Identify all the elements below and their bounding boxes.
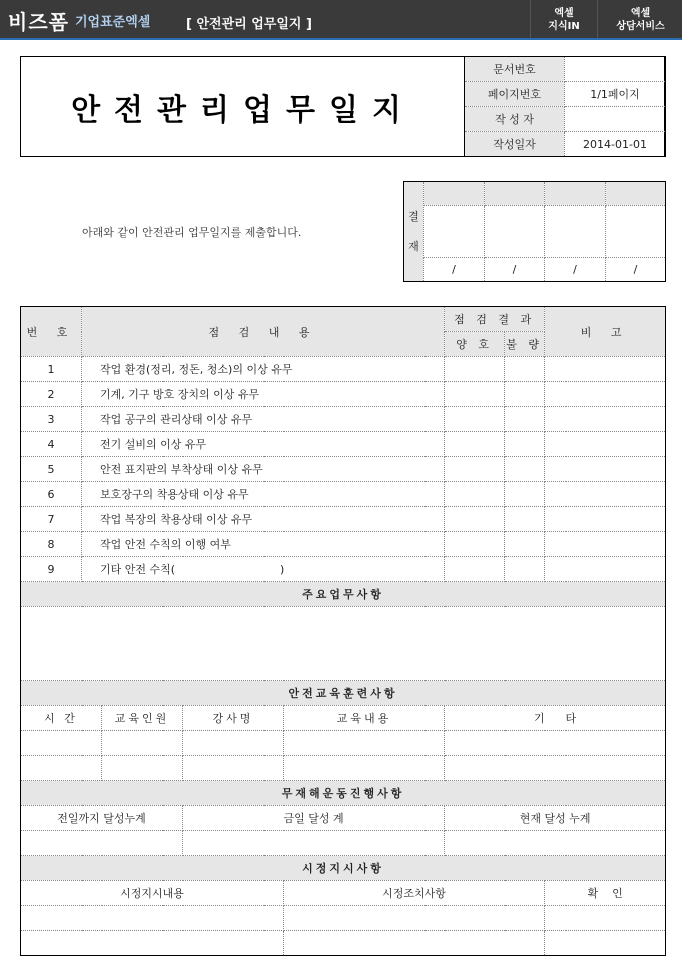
table-row xyxy=(21,457,666,482)
za-header-prev: 전일까지 달성누계 xyxy=(21,806,183,831)
instr-content-cell[interactable] xyxy=(21,906,284,931)
approval-date-2[interactable]: / xyxy=(485,258,545,282)
remark-cell[interactable] xyxy=(545,457,666,482)
row-content: 전기 설비의 이상 유무 xyxy=(82,432,445,457)
good-cell[interactable] xyxy=(445,457,505,482)
edu-header-time: 시 간 xyxy=(21,706,102,731)
col-header-result: 점 검 결 과 xyxy=(445,307,545,332)
instr-content-cell[interactable] xyxy=(21,931,284,956)
edu-header-content: 교육내용 xyxy=(284,706,445,731)
excel-knowledge-in-button[interactable] xyxy=(530,0,597,40)
table-row xyxy=(21,831,666,856)
approver-title-4[interactable] xyxy=(606,182,666,206)
bad-cell[interactable] xyxy=(505,407,545,432)
remark-cell[interactable] xyxy=(545,482,666,507)
bad-cell[interactable] xyxy=(505,507,545,532)
edu-cell[interactable] xyxy=(21,731,102,756)
row-content: 작업 환경(정리, 정돈, 청소)의 이상 유무 xyxy=(82,357,445,382)
remark-cell[interactable] xyxy=(545,532,666,557)
author-value[interactable] xyxy=(565,107,666,132)
row-content: 기타 안전 수칙( ) xyxy=(82,557,445,582)
za-today-value[interactable] xyxy=(183,831,445,856)
approval-date-3[interactable]: / xyxy=(545,258,606,282)
topbar-divider xyxy=(0,38,682,40)
remark-cell[interactable] xyxy=(545,432,666,457)
approval-date-1[interactable]: / xyxy=(424,258,485,282)
logo-text: 비즈폼 xyxy=(8,10,69,34)
good-cell[interactable] xyxy=(445,557,505,582)
table-row xyxy=(21,756,666,781)
bad-cell[interactable] xyxy=(505,557,545,582)
row-no: 1 xyxy=(21,357,82,382)
btn-line-2: 상담서비스 xyxy=(616,21,665,32)
approval-date-4[interactable]: / xyxy=(606,258,666,282)
excel-consulting-button[interactable] xyxy=(597,0,682,40)
good-cell[interactable] xyxy=(445,382,505,407)
row-content: 기계, 기구 방호 장치의 이상 유무 xyxy=(82,382,445,407)
bad-cell[interactable] xyxy=(505,482,545,507)
row-content: 작업 복장의 착용상태 이상 유무 xyxy=(82,507,445,532)
remark-cell[interactable] xyxy=(545,507,666,532)
table-row xyxy=(21,507,666,532)
good-cell[interactable] xyxy=(445,507,505,532)
instructions-section-title: 시정지시사항 xyxy=(21,856,666,881)
col-header-remark: 비 고 xyxy=(545,307,666,357)
col-header-good: 양 호 xyxy=(445,332,505,357)
edu-cell[interactable] xyxy=(183,731,284,756)
remark-cell[interactable] xyxy=(545,357,666,382)
row-no: 4 xyxy=(21,432,82,457)
bad-cell[interactable] xyxy=(505,432,545,457)
page-no-value[interactable]: 1/1페이지 xyxy=(565,82,666,107)
row-no: 2 xyxy=(21,382,82,407)
edu-cell[interactable] xyxy=(102,756,183,781)
good-cell[interactable] xyxy=(445,432,505,457)
row-no: 8 xyxy=(21,532,82,557)
top-bar xyxy=(0,0,682,40)
table-row xyxy=(21,357,666,382)
signature-cell-3[interactable] xyxy=(545,206,606,258)
instr-confirm-cell[interactable] xyxy=(545,906,666,931)
signature-cell-1[interactable] xyxy=(424,206,485,258)
row-content: 작업 안전 수칙의 이행 여부 xyxy=(82,532,445,557)
zero-accident-section-title: 무재해운동진행사항 xyxy=(21,781,666,806)
date-value[interactable]: 2014-01-01 xyxy=(565,132,666,157)
za-header-current: 현재 달성 누계 xyxy=(445,806,666,831)
row-no: 3 xyxy=(21,407,82,432)
edu-cell[interactable] xyxy=(183,756,284,781)
row-no: 5 xyxy=(21,457,82,482)
row-content: 보호장구의 착용상태 이상 유무 xyxy=(82,482,445,507)
edu-cell[interactable] xyxy=(445,756,666,781)
za-current-value[interactable] xyxy=(445,831,666,856)
instr-header-content: 시정지시내용 xyxy=(21,881,284,906)
good-cell[interactable] xyxy=(445,482,505,507)
table-row xyxy=(21,931,666,956)
table-row xyxy=(21,382,666,407)
edu-header-people: 교육인원 xyxy=(102,706,183,731)
education-section-title: 안전교육훈련사항 xyxy=(21,681,666,706)
col-header-no: 번 호 xyxy=(21,307,82,357)
approval-label-bottom: 재 xyxy=(408,239,419,253)
good-cell[interactable] xyxy=(445,532,505,557)
edu-cell[interactable] xyxy=(102,731,183,756)
author-label: 작 성 자 xyxy=(465,107,565,132)
table-row xyxy=(21,557,666,582)
document-meta-table xyxy=(464,56,666,157)
table-row xyxy=(21,407,666,432)
table-row xyxy=(21,906,666,931)
approver-title-2[interactable] xyxy=(485,182,545,206)
edu-cell[interactable] xyxy=(445,731,666,756)
table-row xyxy=(21,482,666,507)
row-no: 7 xyxy=(21,507,82,532)
table-row xyxy=(21,532,666,557)
bad-cell[interactable] xyxy=(505,457,545,482)
table-row xyxy=(21,731,666,756)
table-row xyxy=(21,432,666,457)
good-cell[interactable] xyxy=(445,357,505,382)
edu-cell[interactable] xyxy=(284,756,445,781)
bad-cell[interactable] xyxy=(505,532,545,557)
document-name: [ 안전관리 업무일지 ] xyxy=(186,17,312,32)
good-cell[interactable] xyxy=(445,407,505,432)
main-work-area[interactable] xyxy=(21,607,666,681)
approval-label-top: 결 xyxy=(408,209,419,223)
remark-cell[interactable] xyxy=(545,407,666,432)
za-header-today: 금일 달성 계 xyxy=(183,806,445,831)
date-label: 작성일자 xyxy=(465,132,565,157)
col-header-content: 점 검 내 용 xyxy=(82,307,445,357)
btn-line-1: 엑셀 xyxy=(554,8,574,19)
instr-header-action: 시정조치사항 xyxy=(284,881,545,906)
instr-confirm-cell[interactable] xyxy=(545,931,666,956)
main-work-section-title: 주요업무사항 xyxy=(21,582,666,607)
signature-cell-4[interactable] xyxy=(606,206,666,258)
doc-no-label: 문서번호 xyxy=(465,57,565,82)
col-header-bad: 불 량 xyxy=(505,332,545,357)
instr-header-confirm: 확 인 xyxy=(545,881,666,906)
row-content: 안전 표지판의 부착상태 이상 유무 xyxy=(82,457,445,482)
bizform-logo[interactable] xyxy=(8,6,150,35)
intro-text: 아래와 같이 안전관리 업무일지를 제출합니다. xyxy=(82,226,302,239)
remark-cell[interactable] xyxy=(545,557,666,582)
approval-label xyxy=(404,182,424,282)
signature-cell-2[interactable] xyxy=(485,206,545,258)
row-no: 9 xyxy=(21,557,82,582)
instr-action-cell[interactable] xyxy=(284,906,545,931)
edu-header-instructor: 강사명 xyxy=(183,706,284,731)
doc-no-value[interactable] xyxy=(565,57,666,82)
row-no: 6 xyxy=(21,482,82,507)
page-title: 안전관리업무일지 xyxy=(21,57,466,156)
approver-title-1[interactable] xyxy=(424,182,485,206)
page-no-label: 페이지번호 xyxy=(465,82,565,107)
approver-title-3[interactable] xyxy=(545,182,606,206)
btn-line-1: 엑셀 xyxy=(630,8,651,19)
za-prev-value[interactable] xyxy=(21,831,183,856)
row-content: 작업 공구의 관리상태 이상 유무 xyxy=(82,407,445,432)
logo-subtitle: 기업표준엑셀 xyxy=(74,15,151,30)
edu-header-etc: 기 타 xyxy=(445,706,666,731)
bad-cell[interactable] xyxy=(505,382,545,407)
edu-cell[interactable] xyxy=(21,756,102,781)
bad-cell[interactable] xyxy=(505,357,545,382)
approval-table xyxy=(403,181,666,282)
instr-action-cell[interactable] xyxy=(284,931,545,956)
btn-line-2: 지식IN xyxy=(548,21,580,32)
safety-log-table xyxy=(20,306,666,956)
edu-cell[interactable] xyxy=(284,731,445,756)
remark-cell[interactable] xyxy=(545,382,666,407)
